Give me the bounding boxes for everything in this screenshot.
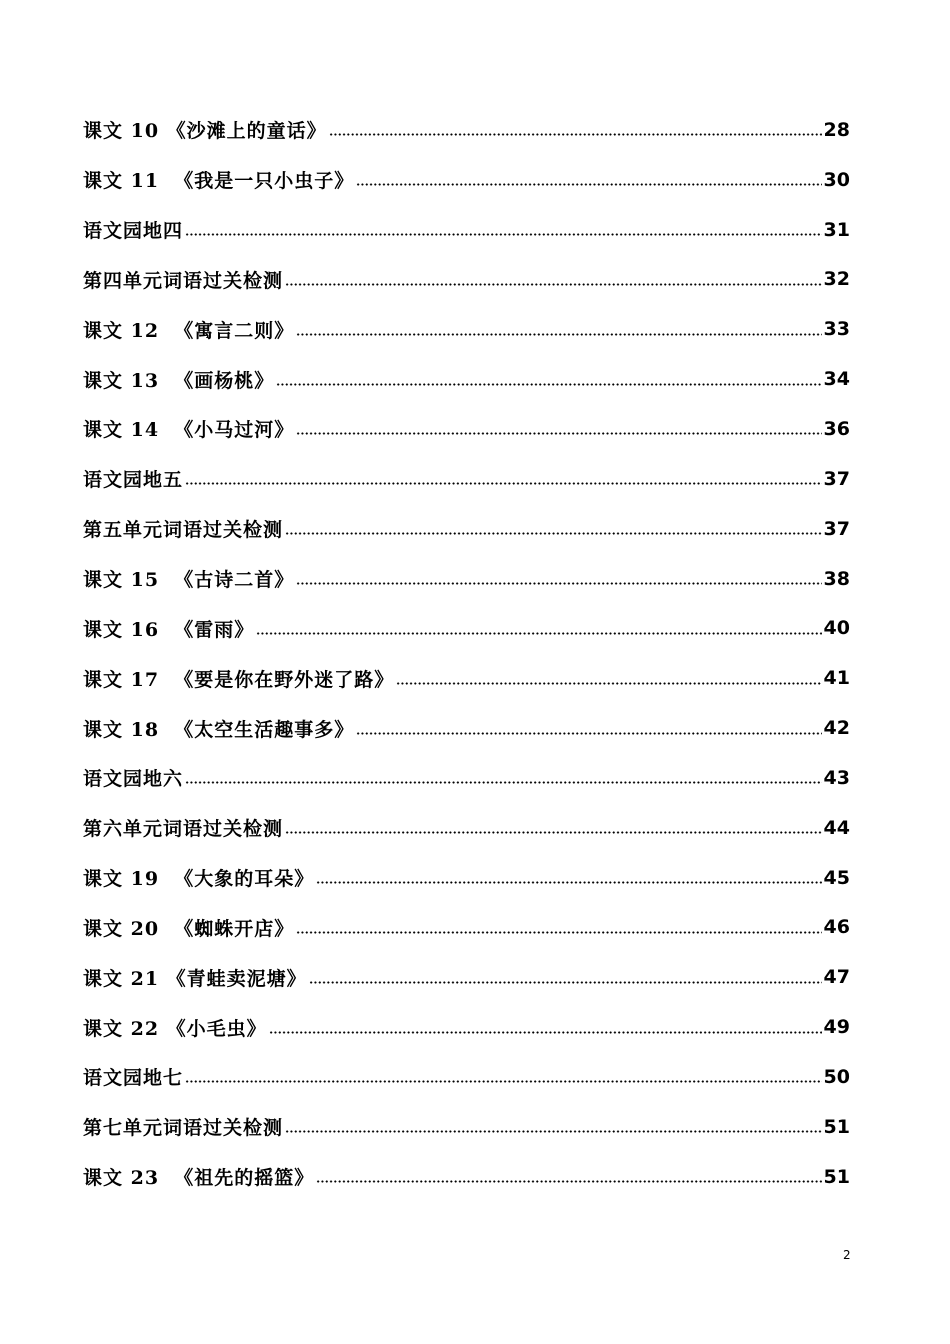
toc-entry[interactable] — [83, 105, 850, 155]
toc-entry-page: 37 — [823, 517, 850, 540]
toc-entry-title: 第六单元词语过关检测 — [83, 818, 284, 841]
toc-entry[interactable] — [83, 354, 850, 404]
toc-entry-page: 41 — [823, 667, 850, 690]
dot-leader — [309, 981, 822, 984]
toc-entry-title: 语文园地六 — [83, 768, 184, 791]
toc-entry[interactable] — [83, 304, 850, 354]
dot-leader — [356, 732, 821, 735]
toc-entry[interactable] — [83, 603, 850, 653]
toc-entry[interactable] — [83, 853, 850, 903]
toc-entry-page: 33 — [823, 318, 850, 341]
toc-entry[interactable] — [83, 155, 850, 205]
dot-leader — [329, 133, 822, 136]
toc-entry-title: 语文园地七 — [83, 1067, 184, 1090]
toc-entry[interactable] — [83, 903, 850, 953]
toc-entry-title: 课文 22 《小毛虫》 — [83, 1017, 267, 1040]
toc-entry-title: 第四单元词语过关检测 — [83, 269, 284, 292]
toc-entry-title: 课文 16 《雷雨》 — [83, 618, 255, 641]
dot-leader — [185, 482, 822, 485]
toc-entry[interactable] — [83, 205, 850, 255]
toc-entry[interactable] — [83, 753, 850, 803]
toc-entry-title: 第五单元词语过关检测 — [83, 519, 284, 542]
toc-entry-page: 30 — [823, 168, 850, 191]
toc-entry-page: 31 — [823, 218, 850, 241]
toc-entry[interactable] — [83, 554, 850, 604]
dot-leader — [356, 183, 821, 186]
table-of-contents — [83, 105, 850, 1202]
toc-entry-page: 51 — [823, 1115, 850, 1138]
toc-entry[interactable] — [83, 1102, 850, 1152]
dot-leader — [316, 881, 821, 884]
toc-entry-title: 课文 20 《蜘蛛开店》 — [83, 917, 295, 940]
toc-entry-title: 课文 17 《要是你在野外迷了路》 — [83, 668, 395, 691]
toc-entry-title: 课文 23 《祖先的摇篮》 — [83, 1167, 315, 1190]
toc-entry-page: 45 — [823, 866, 850, 889]
dot-leader — [396, 682, 821, 685]
toc-entry[interactable] — [83, 1152, 850, 1202]
dot-leader — [185, 1080, 822, 1083]
toc-entry-page: 50 — [823, 1065, 850, 1088]
toc-entry-title: 语文园地四 — [83, 220, 184, 243]
dot-leader — [285, 1130, 822, 1133]
toc-entry[interactable] — [83, 504, 850, 554]
dot-leader — [316, 1180, 821, 1183]
toc-entry-title: 课文 21 《青蛙卖泥塘》 — [83, 967, 307, 990]
toc-entry[interactable] — [83, 1052, 850, 1102]
dot-leader — [285, 532, 822, 535]
toc-entry-title: 第七单元词语过关检测 — [83, 1117, 284, 1140]
toc-entry-title: 课文 13 《画杨桃》 — [83, 369, 275, 392]
toc-entry-title: 课文 11 《我是一只小虫子》 — [83, 170, 355, 193]
dot-leader — [296, 931, 821, 934]
toc-entry-title: 课文 15 《古诗二首》 — [83, 569, 295, 592]
toc-entry-title: 课文 12 《寓言二则》 — [83, 319, 295, 342]
toc-entry[interactable] — [83, 255, 850, 305]
toc-entry-page: 47 — [823, 966, 850, 989]
toc-entry[interactable] — [83, 1002, 850, 1052]
dot-leader — [185, 781, 822, 784]
toc-entry[interactable] — [83, 952, 850, 1002]
toc-entry[interactable] — [83, 653, 850, 703]
toc-entry-page: 51 — [823, 1165, 850, 1188]
toc-entry-title: 课文 10 《沙滩上的童话》 — [83, 120, 327, 143]
dot-leader — [285, 831, 822, 834]
toc-entry-page: 49 — [823, 1016, 850, 1039]
toc-entry-title: 语文园地五 — [83, 469, 184, 492]
toc-entry[interactable] — [83, 703, 850, 753]
toc-entry-page: 36 — [823, 417, 850, 440]
toc-entry-page: 43 — [823, 766, 850, 789]
dot-leader — [269, 1031, 822, 1034]
toc-entry-title: 课文 14 《小马过河》 — [83, 419, 295, 442]
page-number: 2 — [843, 1248, 851, 1262]
toc-entry-page: 28 — [823, 118, 850, 141]
toc-entry[interactable] — [83, 404, 850, 454]
toc-entry[interactable] — [83, 803, 850, 853]
toc-entry-page: 42 — [823, 717, 850, 740]
toc-entry-page: 38 — [823, 567, 850, 590]
toc-entry-page: 34 — [823, 368, 850, 391]
toc-entry-page: 40 — [823, 617, 850, 640]
toc-entry-page: 44 — [823, 816, 850, 839]
dot-leader — [296, 432, 821, 435]
dot-leader — [185, 233, 822, 236]
dot-leader — [256, 632, 821, 635]
dot-leader — [296, 333, 821, 336]
toc-entry-page: 46 — [823, 916, 850, 939]
toc-entry-title: 课文 19 《大象的耳朵》 — [83, 868, 315, 891]
toc-entry-page: 32 — [823, 268, 850, 291]
toc-entry-page: 37 — [823, 467, 850, 490]
toc-entry[interactable] — [83, 454, 850, 504]
dot-leader — [285, 283, 822, 286]
dot-leader — [276, 383, 821, 386]
dot-leader — [296, 582, 821, 585]
toc-entry-title: 课文 18 《太空生活趣事多》 — [83, 718, 355, 741]
